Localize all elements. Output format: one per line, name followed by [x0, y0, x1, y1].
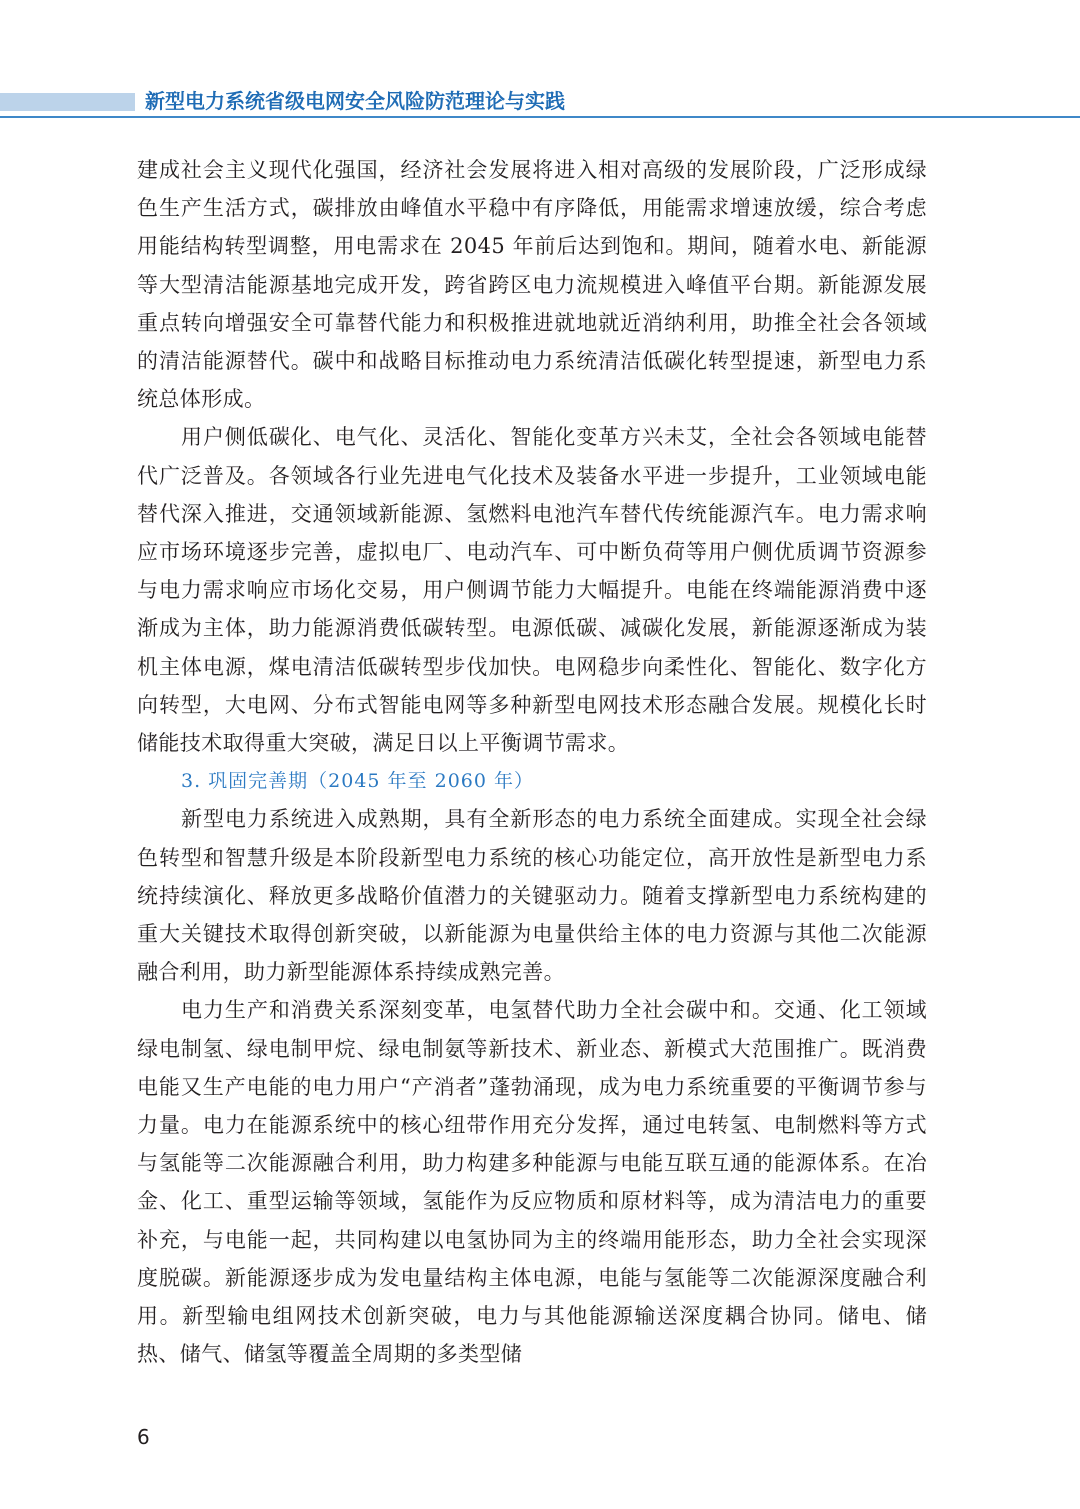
header-rule: [0, 116, 1080, 118]
paragraph: 用户侧低碳化、电气化、灵活化、智能化变革方兴未艾，全社会各领域电能替代广泛普及。各领域各行业先进电气化技术及装备水平进一步提升，工业领域电能替代深入推进，交通领域新能源、氢燃料电池汽车替代传统能源汽车。电力需求响应市场环境逐步完善，虚拟电厂、电动汽车、可中断负荷等用户侧优质调节资源参与电力需求响应市场化交易，用户侧调节能力大幅提升。电能在终端能源消费中逐渐成为主体，助力能源消费低碳转型。电源低碳、减碳化发展，新能源逐渐成为装机主体电源，煤电清洁低碳转型步伐加快。电网稳步向柔性化、智能化、数字化方向转型，大电网、分布式智能电网等多种新型电网技术形态融合发展。规模化长时储能技术取得重大突破，满足日以上平衡调节需求。: [137, 425, 927, 756]
body-text: [137, 151, 927, 1374]
paragraph: 电力生产和消费关系深刻变革，电氢替代助力全社会碳中和。交通、化工领域绿电制氢、绿电制甲烷、绿电制氨等新技术、新业态、新模式大范围推广。既消费电能又生产电能的电力用户“产消者”蓬勃涌现，成为电力系统重要的平衡调节参与力量。电力在能源系统中的核心纽带作用充分发挥，通过电转氢、电制燃料等方式与氢能等二次能源融合利用，助力构建多种能源与电能互联互通的能源体系。在冶金、化工、重型运输等领域，氢能作为反应物质和原材料等，成为清洁电力的重要补充，与电能一起，共同构建以电氢协同为主的终端用能形态，助力全社会实现深度脱碳。新能源逐步成为发电量结构主体电源，电能与氢能等二次能源深度融合利用。新型输电组网技术创新突破，电力与其他能源输送深度耦合协同。储电、储热、储气、储氢等覆盖全周期的多类型储: [137, 998, 927, 1367]
paragraph: 建成社会主义现代化强国，经济社会发展将进入相对高级的发展阶段，广泛形成绿色生产生活方式，碳排放由峰值水平稳中有序降低，用能需求增速放缓，综合考虑用能结构转型调整，用电需求在 2045 年前后达到饱和。期间，随着水电、新能源等大型清洁能源基地完成开发，跨省跨区电力流规模进入峰值平台期。新能源发展重点转向增强安全可靠替代能力和积极推进就地就近消纳利用，助推全社会各领域的清洁能源替代。碳中和战略目标推动电力系统清洁低碳化转型提速，新型电力系统总体形成。: [137, 158, 927, 412]
page-number: 6: [137, 1425, 150, 1449]
running-header-title: 新型电力系统省级电网安全风险防范理论与实践: [145, 89, 565, 113]
paragraph: 新型电力系统进入成熟期，具有全新形态的电力系统全面建成。实现全社会绿色转型和智慧升级是本阶段新型电力系统的核心功能定位，高开放性是新型电力系统持续演化、释放更多战略价值潜力的关键驱动力。随着支撑新型电力系统构建的重大关键技术取得创新突破，以新能源为电量供给主体的电力资源与其他二次能源融合利用，助力新型能源体系持续成熟完善。: [137, 807, 927, 985]
section-heading: 3. 巩固完善期（2045 年至 2060 年）: [181, 770, 534, 793]
header-accent-bar: [0, 93, 135, 111]
